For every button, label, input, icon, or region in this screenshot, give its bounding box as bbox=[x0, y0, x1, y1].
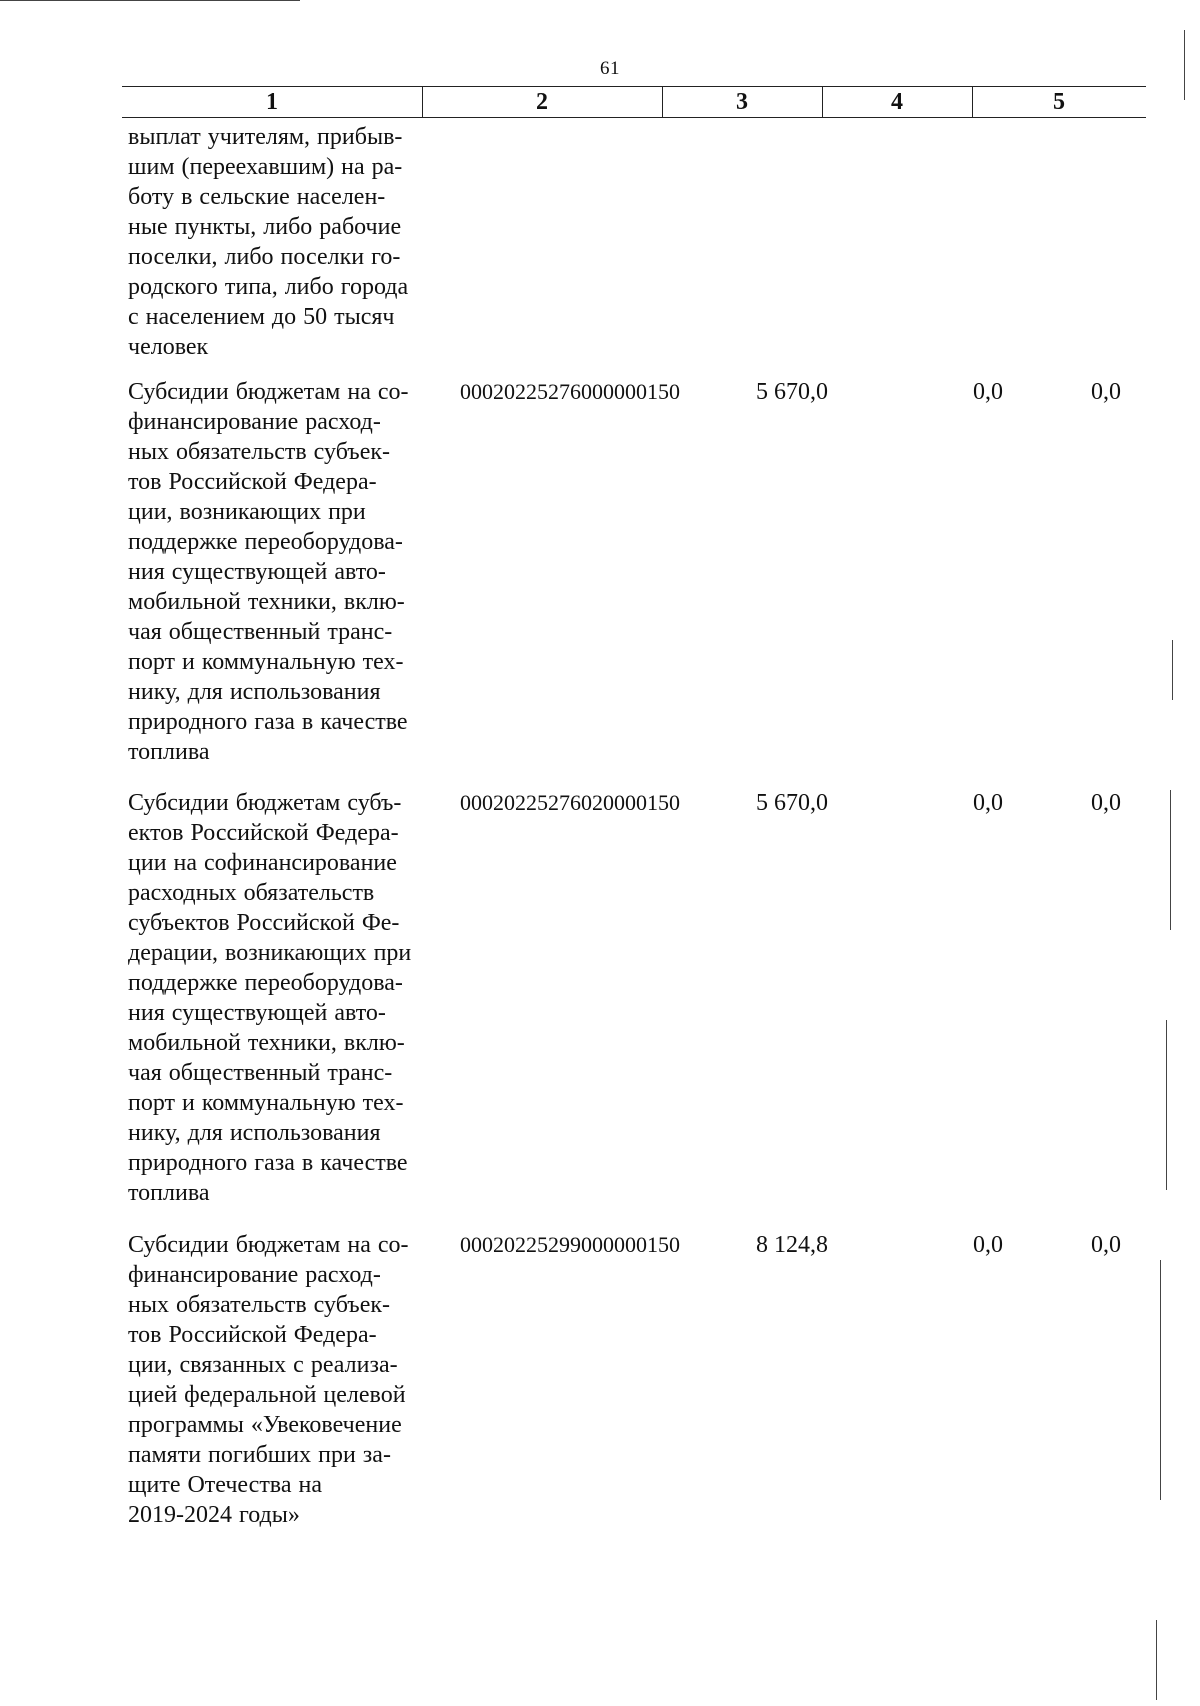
row-value-col4: 0,0 bbox=[973, 790, 1003, 816]
row-value-col5: 0,0 bbox=[1091, 1232, 1121, 1258]
scan-artifact bbox=[1170, 790, 1171, 930]
page-number: 61 bbox=[600, 58, 620, 79]
scan-artifact bbox=[0, 0, 300, 1]
column-header-1: 1 bbox=[266, 89, 278, 115]
row-value-col5: 0,0 bbox=[1091, 379, 1121, 405]
column-header-2: 2 bbox=[536, 89, 548, 115]
row-value-col5: 0,0 bbox=[1091, 790, 1121, 816]
row-description: Субсидии бюджетам на со- финансирование расход- ных обязательств субъек- тов Российской Федера- ции, возникающих при поддержке переоборудова- ния существующей авто- мобильной техники, вклю- чая общественный транс- порт и коммунальную тех- нику, для использования природного газа в качестве топлива bbox=[128, 379, 409, 765]
column-header-5: 5 bbox=[1053, 89, 1065, 115]
row-description: Субсидии бюджетам субъ- ектов Российской Федера- ции на софинансирование расходных обязательств субъектов Российской Фе- дерации, возникающих при поддержке переоборудова- ния существующей авто- мобильной техники, вклю- чая общественный транс- порт и коммунальную тех- нику, для использования природного газа в качестве топлива bbox=[128, 790, 412, 1206]
row-value-col3: 8 124,8 bbox=[756, 1232, 828, 1258]
row-code: 00020225299000000150 bbox=[460, 1232, 680, 1257]
scan-artifact bbox=[1184, 30, 1185, 100]
column-header-3: 3 bbox=[736, 89, 748, 115]
table-row bbox=[122, 122, 1146, 362]
scan-artifact bbox=[1172, 640, 1173, 700]
row-description: Субсидии бюджетам на со- финансирование расход- ных обязательств субъек- тов Российской Федера- ции, связанных с реализа- цией федеральной целевой программы «Увековечение памяти погибших при за- щите Отечества на 2019-2024 годы» bbox=[128, 1232, 409, 1528]
table-row bbox=[122, 788, 1146, 1208]
row-value-col3: 5 670,0 bbox=[756, 790, 828, 816]
scan-artifact bbox=[1156, 1620, 1157, 1700]
table-header bbox=[122, 86, 1146, 118]
row-value-col3: 5 670,0 bbox=[756, 379, 828, 405]
table-row bbox=[122, 1230, 1146, 1530]
row-code: 00020225276000000150 bbox=[460, 379, 680, 404]
table-row bbox=[122, 377, 1146, 767]
row-description: выплат учителям, прибыв- шим (переехавшим) на ра- боту в сельские населен- ные пункты, либо рабочие поселки, либо поселки го- родского типа, либо города с населением до 50 тысяч человек bbox=[128, 124, 409, 360]
row-value-col4: 0,0 bbox=[973, 1232, 1003, 1258]
scan-artifact bbox=[1160, 1260, 1161, 1500]
scan-artifact bbox=[1166, 1020, 1167, 1190]
row-code: 00020225276020000150 bbox=[460, 790, 680, 815]
column-header-4: 4 bbox=[891, 89, 903, 115]
row-value-col4: 0,0 bbox=[973, 379, 1003, 405]
